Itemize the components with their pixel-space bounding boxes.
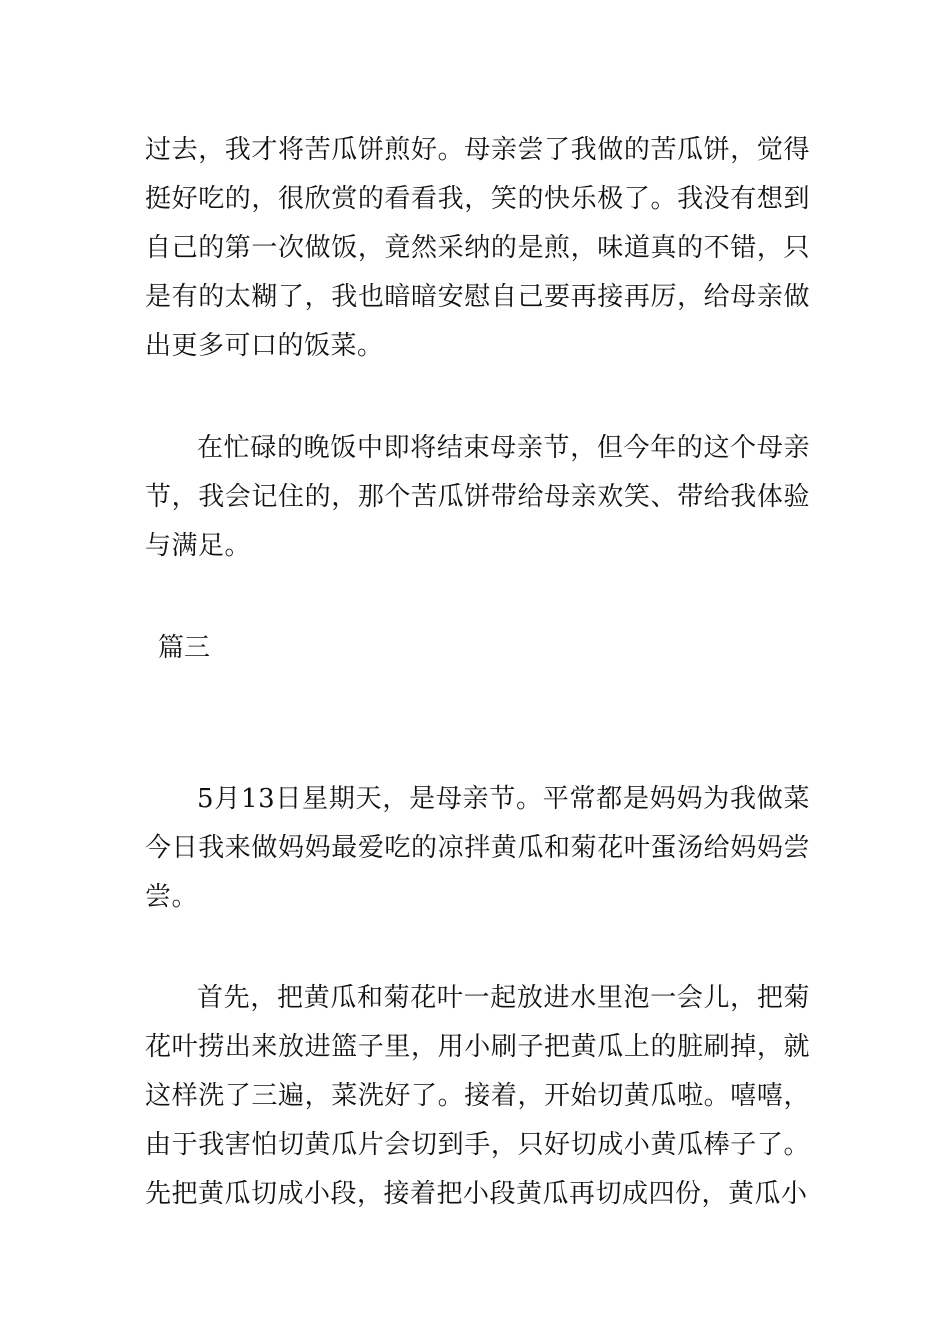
paragraph-cucumber-prep: 首先，把黄瓜和菊花叶一起放进水里泡一会儿，把菊花叶捞出来放进篮子里，用小刷子把黄瓜上的脏刷掉，就这样洗了三遍，菜洗好了。接着，开始切黄瓜啦。嘻嘻，由于我害怕切黄瓜片会切到手，只好切成小黄瓜棒子了。先把黄瓜切成小段，接着把小段黄瓜再切成四份，黄瓜小 [145, 983, 810, 1209]
paragraph-bitter-melon-cake: 过去，我才将苦瓜饼煎好。母亲尝了我做的苦瓜饼，觉得挺好吃的，很欣赏的看看我，笑的快乐极了。我没有想到自己的第一次做饭，竟然采纳的是煎，味道真的不错，只是有的太糊了，我也暗暗安慰自己要再接再厉，给母亲做出更多可口的饭菜。 [145, 135, 810, 361]
paragraph-may-13: 5月13日星期天，是母亲节。平常都是妈妈为我做菜今日我来做妈妈最爱吃的凉拌黄瓜和菊花叶蛋汤给妈妈尝尝。 [145, 784, 810, 912]
section-heading: 篇三 [158, 633, 211, 663]
paragraph-mothers-day-end: 在忙碌的晚饭中即将结束母亲节，但今年的这个母亲节，我会记住的，那个苦瓜饼带给母亲欢笑、带给我体验与满足。 [145, 433, 810, 561]
